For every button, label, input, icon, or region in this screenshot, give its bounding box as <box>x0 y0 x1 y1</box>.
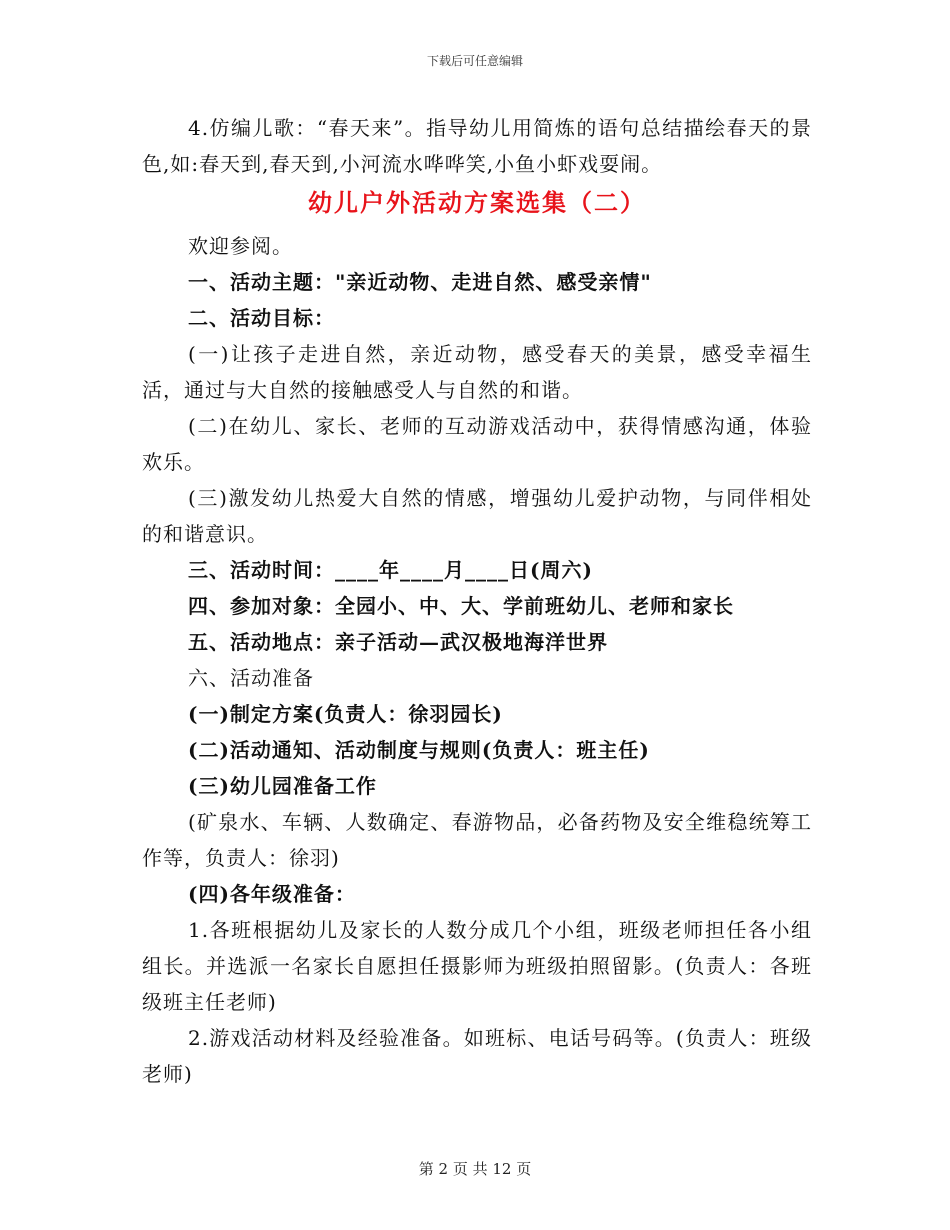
section-theme: 一、活动主题："亲近动物、走进自然、感受亲情" <box>188 270 652 294</box>
goal-2: (二)在幼儿、家长、老师的互动游戏活动中，获得情感沟通，体验欢乐。 <box>142 414 812 474</box>
welcome-text: 欢迎参阅。 <box>188 234 293 258</box>
document-body <box>142 110 812 1092</box>
section-time: 三、活动时间：____年____月____日(周六) <box>188 558 593 582</box>
page-footer: 第 2 页 共 12 页 <box>418 1160 532 1178</box>
document-title: 幼儿户外活动方案选集（二） <box>308 188 646 217</box>
section-location: 五、活动地点：亲子活动—武汉极地海洋世界 <box>188 630 608 654</box>
prep-grades-item-2: 2.游戏活动材料及经验准备。如班标、电话号码等。(负责人：班级老师) <box>142 1026 812 1086</box>
section-participants: 四、参加对象：全园小、中、大、学前班幼儿、老师和家长 <box>188 594 734 618</box>
prep-plan: (一)制定方案(负责人：徐羽园长) <box>188 702 503 726</box>
prep-kindergarten-detail: (矿泉水、车辆、人数确定、春游物品，必备药物及安全维稳统筹工作等，负责人：徐羽) <box>142 810 812 870</box>
goal-1: (一)让孩子走进自然，亲近动物，感受春天的美景，感受幸福生活，通过与大自然的接触感受人与自然的和谐。 <box>142 342 812 402</box>
prep-grades: (四)各年级准备： <box>188 882 356 906</box>
prep-notice: (二)活动通知、活动制度与规则(负责人：班主任) <box>188 738 650 762</box>
paragraph-nursery-rhyme: 4.仿编儿歌：“春天来”。指导幼儿用简炼的语句总结描绘春天的景色,如:春天到,春天到,小河流水哗哗笑,小鱼小虾戏耍闹。 <box>142 116 812 176</box>
prep-kindergarten: (三)幼儿园准备工作 <box>188 774 377 798</box>
goal-3: (三)激发幼儿热爱大自然的情感，增强幼儿爱护动物，与同伴相处的和谐意识。 <box>142 486 812 546</box>
section-goals: 二、活动目标： <box>188 306 335 330</box>
page-header: 下载后可任意编辑 <box>426 54 523 68</box>
prep-grades-item-1: 1.各班根据幼儿及家长的人数分成几个小组，班级老师担任各小组组长。并选派一名家长自愿担任摄影师为班级拍照留影。(负责人：各班级班主任老师) <box>142 918 812 1014</box>
section-preparation: 六、活动准备 <box>188 666 314 690</box>
